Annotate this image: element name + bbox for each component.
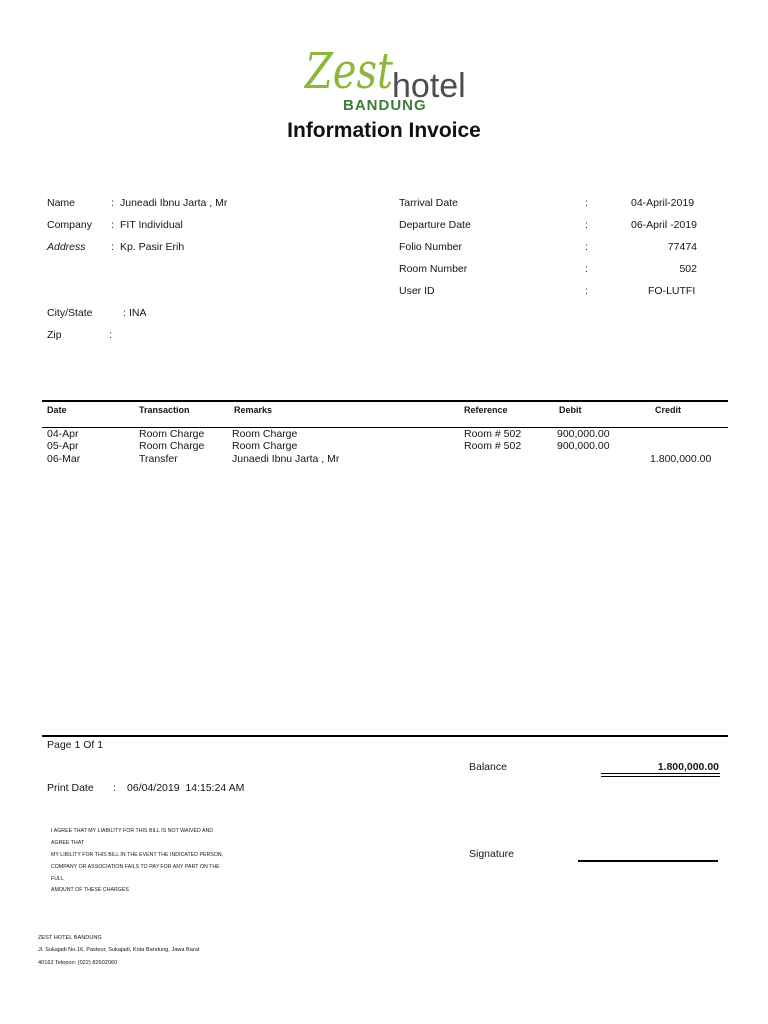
separator: :	[111, 219, 114, 231]
folio-number-label: Folio Number	[399, 241, 463, 253]
signature-line	[578, 860, 718, 862]
cell-date: 06-Mar	[47, 453, 81, 465]
separator: :	[585, 197, 588, 209]
hotel-name: ZEST HOTEL BANDUNG	[38, 934, 102, 941]
logo-hotel-text: hotel	[392, 67, 466, 105]
agreement-line: COMPANY OR ASSOCIATION FAILS TO PAY FOR ANY PART ON THE	[51, 863, 220, 870]
column-header-credit: Credit	[655, 405, 682, 415]
cell-debit: 900,000.00	[557, 440, 610, 452]
cell-date: 05-Apr	[47, 440, 79, 452]
signature-label: Signature	[469, 848, 514, 860]
separator: :	[123, 307, 126, 319]
separator: :	[585, 263, 588, 275]
cell-transaction: Transfer	[139, 453, 178, 465]
page-indicator: Page 1 Of 1	[47, 739, 104, 751]
separator: :	[585, 285, 588, 297]
separator: :	[109, 329, 112, 341]
room-number-value: 502	[679, 263, 697, 275]
table-bottom-rule	[42, 735, 728, 737]
arrival-date-value: 04-April-2019	[631, 197, 695, 209]
logo-brand-text: Zest	[305, 42, 394, 100]
print-date-label: Print Date	[47, 782, 94, 794]
cell-debit: 900,000.00	[557, 428, 610, 440]
separator: :	[585, 219, 588, 231]
guest-name-value: Juneadi Ibnu Jarta , Mr	[120, 197, 228, 209]
city-state-value: INA	[129, 307, 147, 319]
column-header-date: Date	[47, 405, 67, 415]
separator: :	[585, 241, 588, 253]
agreement-line: I AGREE THAT MY LIABILITY FOR THIS BILL IS NOT WAIVED AND	[51, 827, 214, 834]
cell-transaction: Room Charge	[139, 440, 205, 452]
user-id-value: FO-LUTFI	[648, 285, 696, 297]
user-id-label: User ID	[399, 285, 435, 297]
agreement-line: FULL	[51, 875, 64, 882]
city-state-label: City/State	[47, 307, 93, 319]
zip-label: Zip	[47, 329, 62, 341]
invoice-title: Information Invoice	[287, 119, 481, 142]
cell-transaction: Room Charge	[139, 428, 205, 440]
cell-remarks: Room Charge	[232, 428, 298, 440]
departure-date-value: 06-April -2019	[631, 219, 697, 231]
print-date-value: 06/04/2019 14:15:24 AM	[127, 782, 245, 794]
room-number-label: Room Number	[399, 263, 468, 275]
balance-underline	[601, 773, 720, 774]
separator: :	[111, 241, 114, 253]
address-label: Address	[47, 241, 86, 253]
cell-date: 04-Apr	[47, 428, 79, 440]
company-label: Company	[47, 219, 92, 231]
agreement-line: AMOUNT OF THESE CHARGES	[51, 886, 129, 893]
cell-remarks: Junaedi Ibnu Jarta , Mr	[232, 453, 340, 465]
cell-reference: Room # 502	[464, 428, 522, 440]
agreement-line: MY LIBILITY FOR THIS BILL IN THE EVENT THE INDICATED PERSON,	[51, 851, 224, 858]
address-value: Kp. Pasir Erih	[120, 241, 185, 253]
table-top-rule	[42, 400, 728, 402]
hotel-phone: 40162 Telepon: (022) 82602060	[38, 959, 118, 966]
column-header-remarks: Remarks	[234, 405, 273, 415]
guest-name-label: Name	[47, 197, 76, 209]
balance-label: Balance	[469, 761, 507, 773]
folio-number-value: 77474	[667, 241, 697, 253]
balance-underline	[601, 776, 720, 777]
agreement-line: AGREE THAT	[51, 839, 85, 846]
arrival-date-label: Tarrival Date	[399, 197, 458, 209]
separator: :	[113, 782, 116, 794]
column-header-debit: Debit	[559, 405, 582, 415]
hotel-address: Jl. Sukajadi No.16, Pasteur, Sukajadi, Kota Bandung, Jawa Barat	[38, 946, 200, 953]
balance-value: 1.800,000.00	[657, 761, 719, 773]
company-value: FIT Individual	[120, 219, 183, 231]
separator: :	[111, 197, 114, 209]
column-header-reference: Reference	[464, 405, 508, 415]
cell-credit: 1.800,000.00	[650, 453, 712, 465]
cell-remarks: Room Charge	[232, 440, 298, 452]
cell-reference: Room # 502	[464, 440, 522, 452]
departure-date-label: Departure Date	[399, 219, 471, 231]
column-header-transaction: Transaction	[139, 405, 190, 415]
logo-city-text: BANDUNG	[343, 97, 427, 114]
